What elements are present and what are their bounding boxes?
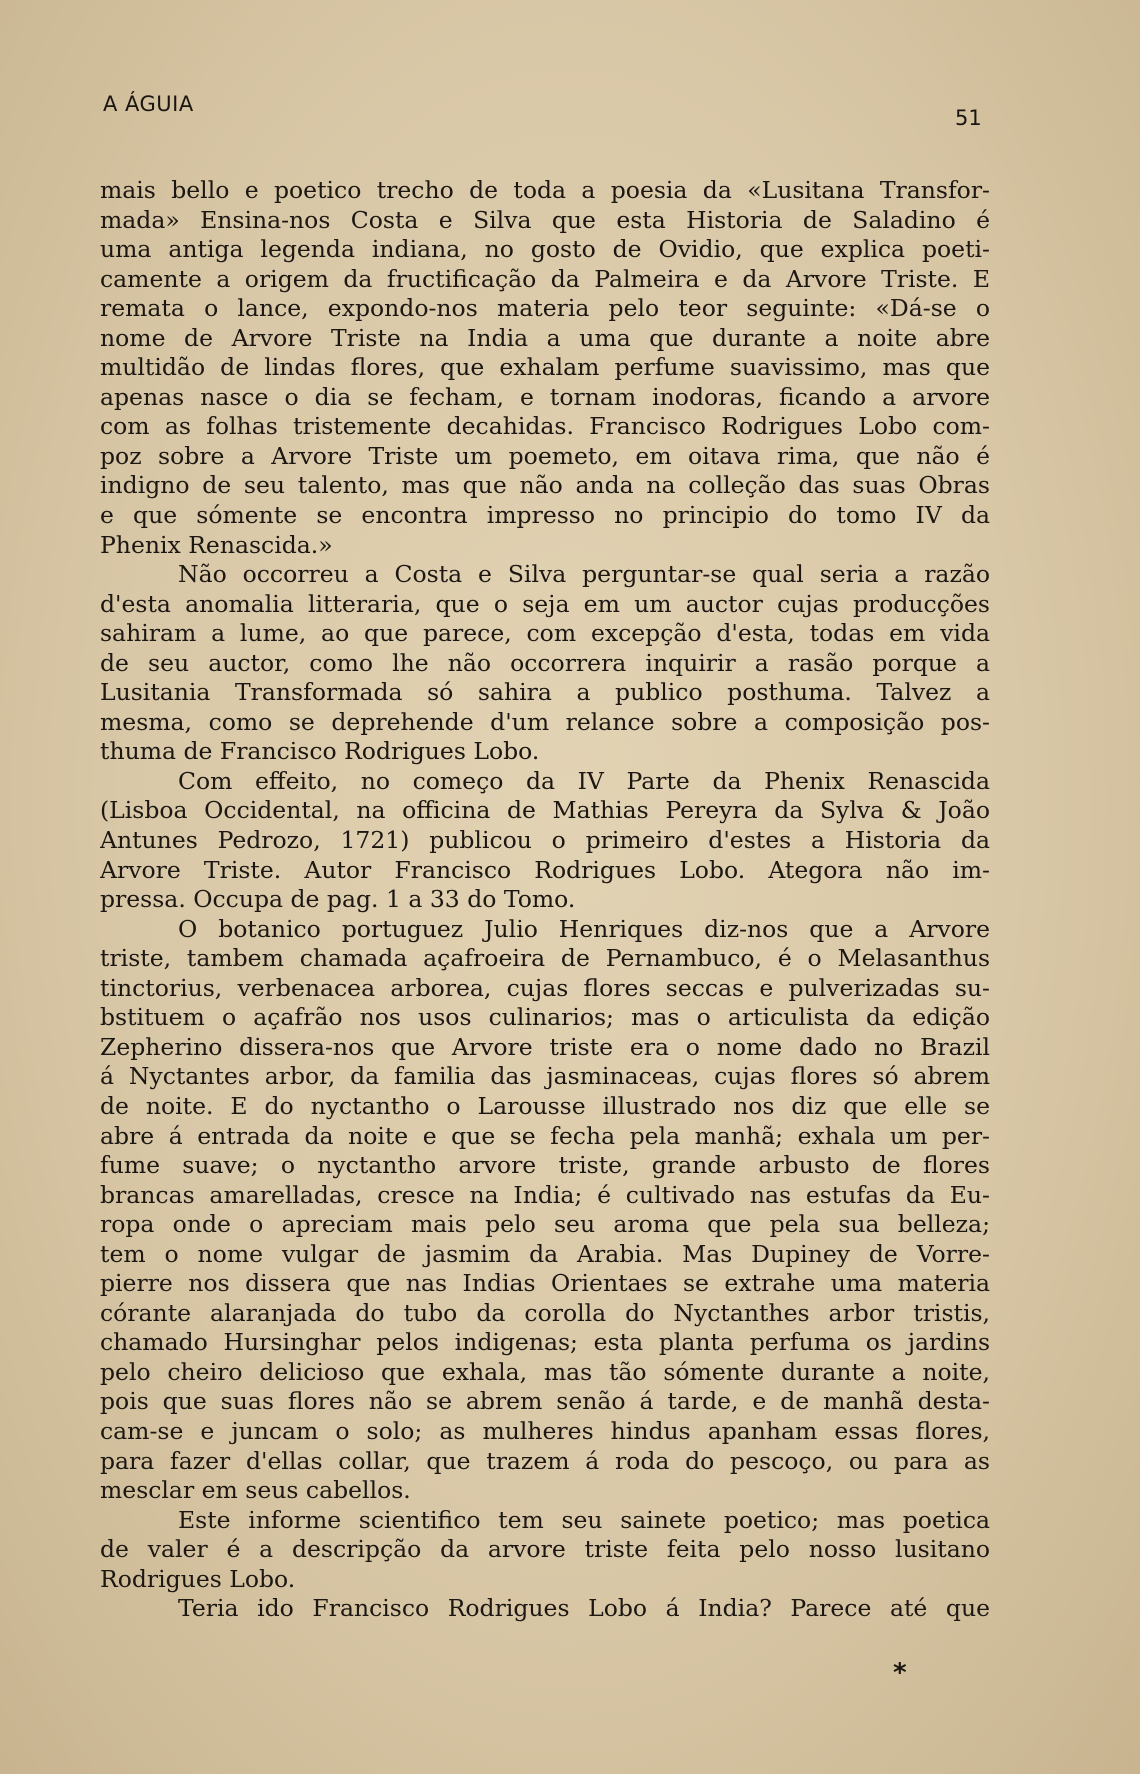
- text-line: de seu auctor, como lhe não occorrera inquirir a rasão porque a: [100, 648, 990, 677]
- text-line: pierre nos dissera que nas Indias Orientaes se extrahe uma materia: [100, 1269, 990, 1298]
- text-line: mada» Ensina-nos Costa e Silva que esta Historia de Saladino é: [100, 205, 990, 234]
- text-line: Zepherino dissera-nos que Arvore triste era o nome dado no Brazil: [100, 1032, 990, 1061]
- running-head: A ÁGUIA: [103, 92, 194, 116]
- text-line: Lusitania Transformada só sahira a publico posthuma. Talvez a: [100, 678, 990, 707]
- text-line: sahiram a lume, ao que parece, com excepção d'esta, todas em vida: [100, 619, 990, 648]
- text-line: e que sómente se encontra impresso no principio do tomo IV da: [100, 501, 990, 530]
- text-line: indigno de seu talento, mas que não anda na colleção das suas Obras: [100, 471, 990, 500]
- text-line: Este informe scientifico tem seu sainete poetico; mas poetica: [178, 1505, 990, 1534]
- text-line: de valer é a descripção da arvore triste feita pelo nosso lusitano: [100, 1535, 990, 1564]
- text-line: tinctorius, verbenacea arborea, cujas flores seccas e pulverizadas su-: [100, 973, 990, 1002]
- text-line: com as folhas tristemente decahidas. Francisco Rodrigues Lobo com-: [100, 412, 990, 441]
- text-line: nome de Arvore Triste na India a uma que durante a noite abre: [100, 323, 990, 352]
- text-line: Phenix Renascida.»: [100, 530, 333, 559]
- text-line: brancas amarelladas, cresce na India; é cultivado nas estufas da Eu-: [100, 1180, 990, 1209]
- text-line: Não occorreu a Costa e Silva perguntar-se qual seria a razão: [178, 560, 990, 589]
- text-line: para fazer d'ellas collar, que trazem á roda do pescoço, ou para as: [100, 1446, 990, 1475]
- text-line: multidão de lindas flores, que exhalam perfume suavissimo, mas que: [100, 353, 990, 382]
- text-line: córante alaranjada do tubo da corolla do Nyctanthes arbor tristis,: [100, 1298, 990, 1327]
- text-line: pois que suas flores não se abrem senão á tarde, e de manhã desta-: [100, 1387, 990, 1416]
- footer-asterisk: *: [893, 1658, 907, 1688]
- text-line: chamado Hursinghar pelos indigenas; esta planta perfuma os jardins: [100, 1328, 990, 1357]
- text-line: pelo cheiro delicioso que exhala, mas tão sómente durante a noite,: [100, 1357, 990, 1386]
- text-line: mais bello e poetico trecho de toda a poesia da «Lusitana Transfor-: [100, 176, 990, 204]
- text-line: Rodrigues Lobo.: [100, 1564, 296, 1593]
- text-line: poz sobre a Arvore Triste um poemeto, em oitava rima, que não é: [100, 441, 990, 470]
- text-line: ropa onde o apreciam mais pelo seu aroma que pela sua belleza;: [100, 1210, 990, 1239]
- text-line: pressa. Occupa de pag. 1 a 33 do Tomo.: [100, 885, 576, 914]
- text-line: cam-se e juncam o solo; as mulheres hindus apanham essas flores,: [100, 1416, 990, 1445]
- text-line: Teria ido Francisco Rodrigues Lobo á India? Parece até que: [178, 1594, 990, 1623]
- text-line: mesma, como se deprehende d'um relance sobre a composição pos-: [100, 707, 990, 736]
- text-line: d'esta anomalia litteraria, que o seja em um auctor cujas producções: [100, 589, 990, 618]
- text-line: mesclar em seus cabellos.: [100, 1476, 411, 1505]
- text-line: apenas nasce o dia se fecham, e tornam inodoras, ficando a arvore: [100, 382, 990, 411]
- page-number: 51: [955, 106, 982, 130]
- text-line: uma antiga legenda indiana, no gosto de Ovidio, que explica poeti-: [100, 235, 990, 264]
- text-line: remata o lance, expondo-nos materia pelo teor seguinte: «Dá-se o: [100, 294, 990, 323]
- text-line: fume suave; o nyctantho arvore triste, grande arbusto de flores: [100, 1151, 990, 1180]
- text-line: triste, tambem chamada açafroeira de Pernambuco, é o Melasanthus: [100, 944, 990, 973]
- text-line: Com effeito, no começo da IV Parte da Phenix Renascida: [178, 766, 990, 795]
- text-line: Arvore Triste. Autor Francisco Rodrigues Lobo. Ategora não im-: [100, 855, 990, 884]
- text-line: á Nyctantes arbor, da familia das jasminaceas, cujas flores só abrem: [100, 1062, 990, 1091]
- body-text: [100, 176, 990, 1624]
- text-line: O botanico portuguez Julio Henriques diz-nos que a Arvore: [178, 914, 990, 943]
- text-line: abre á entrada da noite e que se fecha pela manhã; exhala um per-: [100, 1121, 990, 1150]
- text-line: bstituem o açafrão nos usos culinarios; mas o articulista da edição: [100, 1003, 990, 1032]
- text-line: tem o nome vulgar de jasmim da Arabia. Mas Dupiney de Vorre-: [100, 1239, 990, 1268]
- text-line: (Lisboa Occidental, na officina de Mathias Pereyra da Sylva & João: [100, 796, 990, 825]
- text-line: Antunes Pedrozo, 1721) publicou o primeiro d'estes a Historia da: [100, 826, 990, 855]
- text-line: camente a origem da fructificação da Palmeira e da Arvore Triste. E: [100, 264, 990, 293]
- text-line: de noite. E do nyctantho o Larousse illustrado nos diz que elle se: [100, 1091, 990, 1120]
- text-line: thuma de Francisco Rodrigues Lobo.: [100, 737, 540, 766]
